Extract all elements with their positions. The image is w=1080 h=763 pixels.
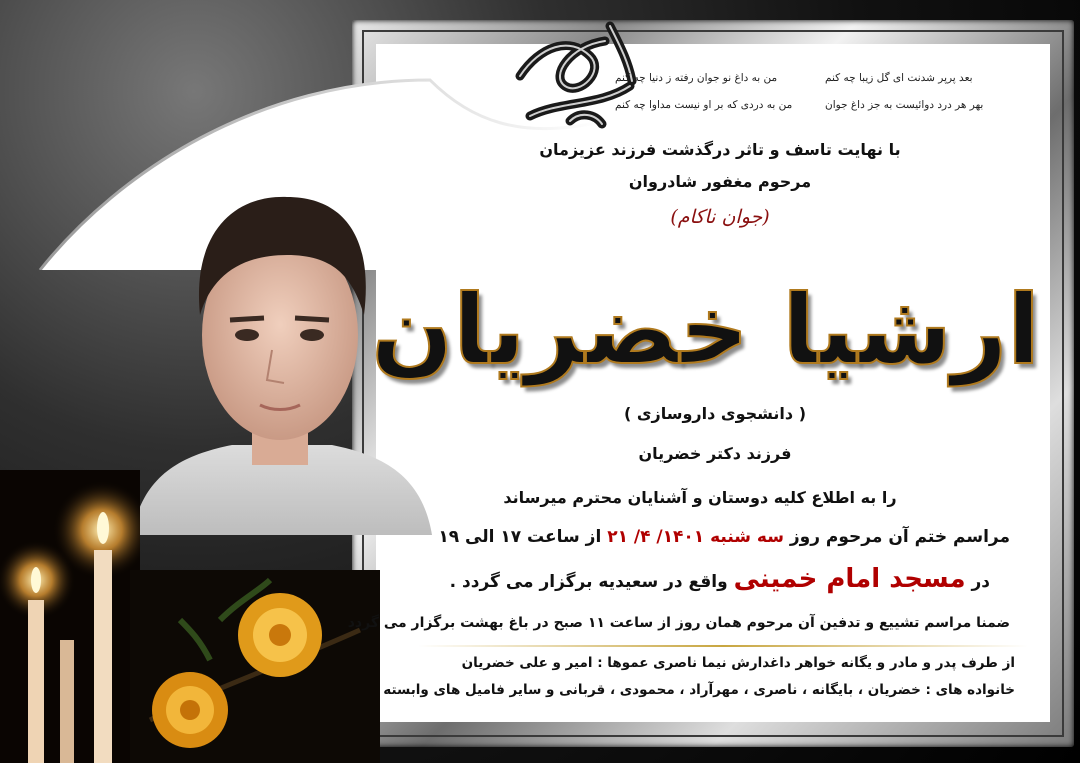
candles-image bbox=[0, 470, 140, 763]
announcement-line-6: را به اطلاع کلیه دوستان و آشنایان محترم میرساند bbox=[503, 488, 897, 507]
family-line-1: از طرف پدر و مادر و یگانه خواهر داغدارش نیما ناصری عموها : امیر و علی خضریان bbox=[461, 655, 1015, 671]
family-line-2: خانواده های : خضریان ، بایگانه ، ناصری ، مهرآراد ، محمودی ، قربانی و سایر فامیل های وابسته bbox=[383, 682, 1015, 698]
announcement-subtitle: (جوان ناکام) bbox=[670, 206, 770, 228]
announcement-line-5: فرزند دکتر خضریان bbox=[638, 444, 792, 463]
deceased-name: ارشیا خضریان bbox=[371, 274, 1040, 386]
venue-line bbox=[449, 564, 990, 594]
announcement-line-1: با نهایت تاسف و تاثر درگذشت فرزند عزیزمان bbox=[539, 140, 901, 159]
ceremony-line bbox=[438, 527, 1010, 547]
roses-image bbox=[130, 570, 380, 763]
venue-name: مسجد امام خمینی bbox=[733, 564, 966, 594]
ceremony-date: سه شنبه ۱۴۰۱/ ۴/ ۲۱ bbox=[607, 527, 784, 547]
announcement-line-2: مرحوم مغفور شادروان bbox=[628, 172, 812, 191]
poem-line-1-right: بعد پرپر شدنت ای گل زیبا چه کنم bbox=[825, 72, 973, 84]
venue-text-a: در bbox=[971, 572, 990, 592]
poem-line-2-left: من به دردی که بر او نیست مداوا چه کنم bbox=[615, 99, 793, 111]
venue-text-b: واقع در سعیدیه برگزار می گردد . bbox=[449, 572, 728, 592]
calligraphy-logo bbox=[510, 6, 650, 136]
announcement-line-4: ( دانشجوی داروسازی ) bbox=[623, 404, 806, 423]
ceremony-text-b: از ساعت ۱۷ الی ۱۹ bbox=[438, 527, 602, 547]
burial-line: ضمنا مراسم تشییع و تدفین آن مرحوم همان روز از ساعت ۱۱ صبح در باغ بهشت برگزار می گردد bbox=[347, 615, 1010, 631]
gold-divider bbox=[418, 645, 1028, 647]
poem-line-2-right: بهر هر درد دوائیست به جز داغ جوان bbox=[825, 99, 984, 111]
ceremony-text-a: مراسم ختم آن مرحوم روز bbox=[789, 527, 1010, 547]
poem-line-1-left: من به داغ نو جوان رفته ز دنیا چه کنم bbox=[615, 72, 778, 84]
